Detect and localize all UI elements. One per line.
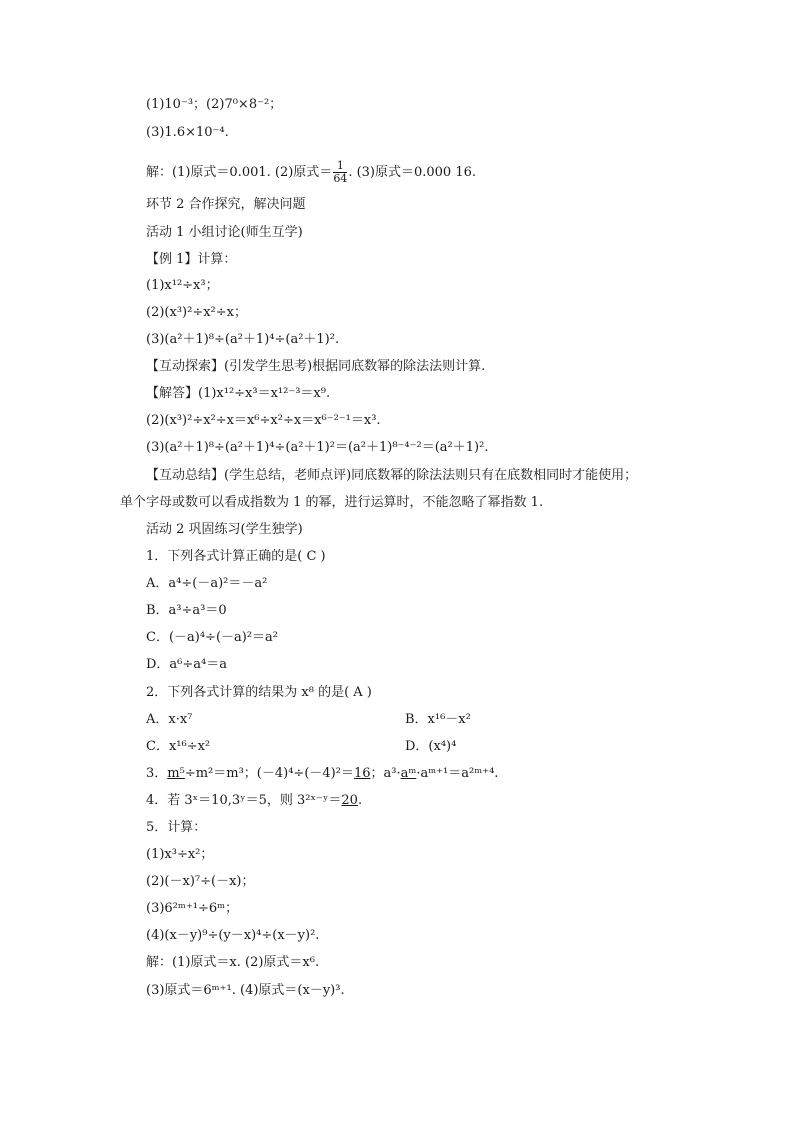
- activity-1-heading: 活动 1 小组讨论(师生互学): [146, 225, 303, 240]
- question-3: 3．m⁵÷m²＝m³；(－4)⁴÷(－4)²＝16；a³·aᵐ·aᵐ⁺¹＝a²ᵐ⁺⁴.: [146, 766, 499, 781]
- solution-line: 解：(1)原式＝0.001. (2)原式＝ $\frac{1}{64}$ . (3)原式＝0.000 16.: [146, 159, 477, 185]
- q1-option-d: D．a⁶÷a⁴＝a: [146, 657, 227, 672]
- q1-option-a: A．a⁴÷(－a)²＝－a²: [146, 576, 268, 591]
- blank-answer: 16: [353, 766, 371, 781]
- interactive-explore: 【互动探索】(引发学生思考)根据同底数幂的除法法则计算.: [146, 359, 486, 374]
- question-5: 5．计算：: [146, 820, 207, 835]
- q2-option-c: C．x¹⁶÷x²: [146, 739, 211, 754]
- q5-solution-1: 解：(1)原式＝x. (2)原式＝x⁶.: [146, 955, 320, 970]
- q5-part-1: (1)x³÷x²；: [146, 847, 214, 862]
- problem-1-2: (1)10⁻³；(2)7⁰×8⁻²；: [146, 97, 283, 112]
- problem-3: (3)1.6×10⁻⁴.: [146, 125, 229, 140]
- q5-solution-2: (3)原式＝6ᵐ⁺¹. (4)原式＝(x－y)³.: [146, 983, 345, 998]
- section-heading: 环节 2 合作探究，解决问题: [146, 197, 306, 212]
- answer-2: (2)(x³)²÷x²÷x＝x⁶÷x²÷x＝x⁶⁻²⁻¹＝x³.: [146, 413, 381, 428]
- example-1-part-1: (1)x¹²÷x³；: [146, 278, 219, 293]
- summary-line-2: 单个字母或数可以看成指数为 1 的幂，进行运算时，不能忽略了幂指数 1.: [120, 495, 544, 510]
- question-4: 4．若 3ˣ＝10,3ʸ＝5，则 3²ˣ⁻ʸ＝20.: [146, 793, 363, 808]
- answer-3: (3)(a²＋1)⁸÷(a²＋1)⁴÷(a²＋1)²＝(a²＋1)⁸⁻⁴⁻²＝(a²＋1)².: [146, 440, 489, 455]
- activity-2-heading: 活动 2 巩固练习(学生独学): [146, 522, 303, 537]
- blank-answer: aᵐ: [400, 766, 417, 781]
- answer-1: 【解答】(1)x¹²÷x³＝x¹²⁻³＝x⁹.: [146, 386, 331, 401]
- example-1-title: 【例 1】计算：: [146, 252, 237, 267]
- summary-line-1: 【互动总结】(学生总结，老师点评)同底数幂的除法法则只有在底数相同时才能使用；: [146, 468, 638, 483]
- q5-part-3: (3)6²ᵐ⁺¹÷6ᵐ；: [146, 901, 239, 916]
- example-1-part-2: (2)(x³)²÷x²÷x；: [146, 305, 247, 320]
- example-1-part-3: (3)(a²＋1)⁸÷(a²＋1)⁴÷(a²＋1)².: [146, 332, 340, 347]
- q2-option-d: D．(x⁴)⁴: [405, 739, 457, 754]
- question-2: 2．下列各式计算的结果为 x⁸ 的是( A ): [146, 685, 372, 700]
- fraction: $\frac{1}{64}$: [333, 159, 348, 185]
- q2-option-a: A．x·x⁷: [146, 712, 193, 727]
- q2-option-b: B．x¹⁶－x²: [405, 712, 471, 727]
- q1-option-b: B．a³÷a³＝0: [146, 603, 227, 618]
- blank-answer: m⁵: [167, 766, 185, 781]
- q1-option-c: C．(－a)⁴÷(－a)²＝a²: [146, 630, 279, 645]
- q5-part-2: (2)(－x)⁷÷(－x)；: [146, 874, 255, 889]
- blank-answer: 20: [341, 793, 358, 808]
- question-1: 1．下列各式计算正确的是( C ): [146, 549, 326, 564]
- q5-part-4: (4)(x－y)⁹÷(y－x)⁴÷(x－y)².: [146, 928, 320, 943]
